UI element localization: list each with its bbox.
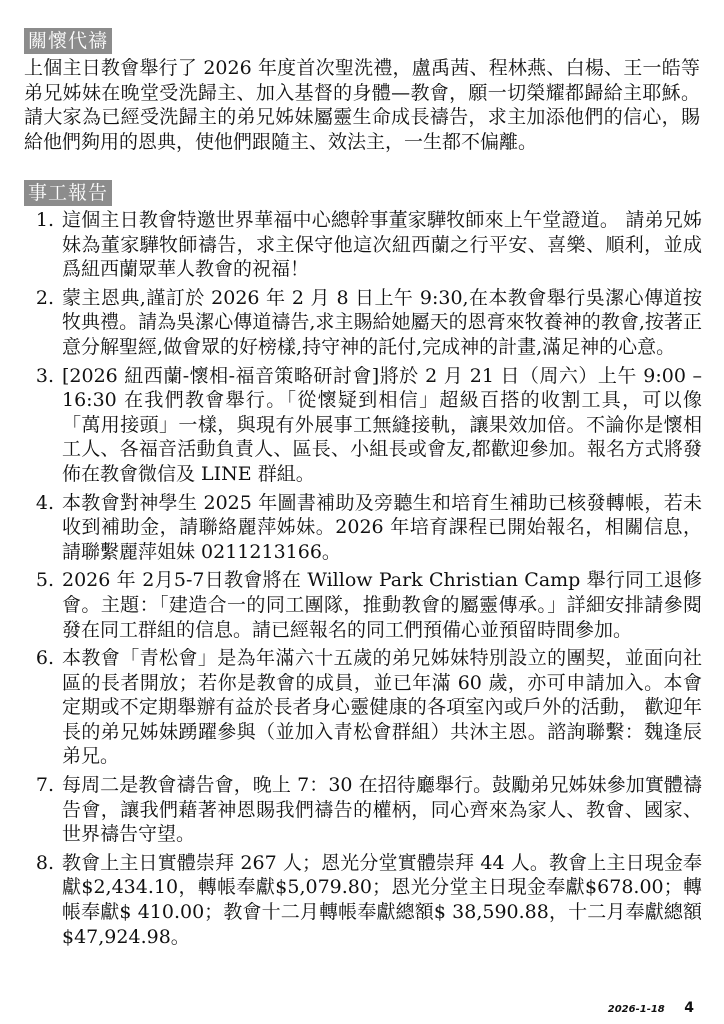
list-item [18,851,702,949]
item-number: 2. [35,286,54,309]
care-section-title: 關懷代禱 [24,28,112,54]
item-number: 4. [35,491,54,514]
item-text: 本教會「青松會」是為年滿六十五歲的弟兄姊妹特別設立的團契，並面向社區的長者開放；若你是教會的成員，並已年滿 60 歲，亦可申請加入。本會定期或不定期舉辦有益於長者身心靈健康的各項室內或戶外的活動， 歡迎年長的弟兄姊妹踴躍參與（並加入青松會群組）共沐主恩。諮詢聯繫：魏逢辰弟兄。 [62,647,702,768]
footer-date: 2026-1-18 [607,1004,665,1015]
list-item [18,491,702,565]
list-item [18,773,702,847]
item-text: 教會上主日實體崇拜 267 人；恩光分堂實體崇拜 44 人。教會上主日現金奉獻$2,434.10，轉帳奉獻$5,079.80；恩光分堂主日現金奉獻$678.00；轉帳奉獻$ 410.00；教會十二月轉帳奉獻總額$ 38,590.88，十二月奉獻總額$47,924.98。 [62,851,702,948]
item-text: 2026 年 2月5-7日教會將在 Willow Park Christian Camp 舉行同工退修會。主題：「建造合一的同工團隊，推動教會的屬靈傳承。」詳細安排請參閱發在同工群組的信息。請已經報名的同工們預備心並預留時間參加。 [62,569,702,641]
item-number: 7. [35,774,54,797]
list-item [18,568,702,642]
list-item [18,208,702,282]
item-text: 每周二是教會禱告會，晚上 7：30 在招待廳舉行。鼓勵弟兄姊妹參加實體禱告會，讓我們藉著神恩賜我們禱告的權柄，同心齊來為家人、教會、國家、世界禱告守望。 [62,774,702,846]
item-text: 本教會對神學生 2025 年圖書補助及旁聽生和培育生補助已核發轉帳，若未收到補助金，請聯絡麗萍姊妹。2026 年培育課程已開始報名，相關信息，請聯繫麗萍姐妹 0211213166。 [62,491,702,563]
item-text: 這個主日教會特邀世界華福中心總幹事董家驊牧師來上午堂證道。 請弟兄姊妹為董家驊牧師禱告，求主保守他這次紐西蘭之行平安、喜樂、順利，並成爲紐西蘭眾華人教會的祝福！ [62,209,702,281]
item-text: 蒙主恩典,謹訂於 2026 年 2 月 8 日上午 9:30,在本教會舉行吳潔心傳道按牧典禮。請為吳潔心傳道禱告,求主賜給她屬天的恩膏來牧養神的教會,按著正意分解聖經,做會眾的好榜樣,持守神的託付,完成神的計畫,滿足神的心意。 [62,286,702,358]
item-text: [2026 紐西蘭-懷相-福音策略研討會]將於 2 月 21 日（周六）上午 9:00 – 16:30 在我們教會舉行。「從懷疑到相信」超級百搭的收割工具，可以像「萬用接頭」一樣，與現有外展事工無縫接軌，讓果效加倍。不論你是懷相工人、各福音活動負責人、區長、小組長或會友,都歡迎參加。報名方式將發佈在教會微信及 LINE 群組。 [62,364,702,485]
report-section-title: 事工報告 [24,180,112,206]
page-footer [608,1000,694,1016]
item-number: 3. [35,364,54,387]
item-number: 5. [35,569,54,592]
care-paragraph: 上個主日教會舉行了 2026 年度首次聖洗禮，盧禹茜、程林燕、白楊、王一皓等弟兄姊妹在晚堂受洗歸主、加入基督的身體—教會，願一切榮耀都歸給主耶穌。請大家為已經受洗歸主的弟兄姊妹屬靈生命成長禱告，求主加添他們的信心，賜給他們夠用的恩典，使他們跟隨主、效法主，一生都不偏離。 [24,57,700,153]
page-number: 4 [684,1000,694,1016]
report-list [18,208,702,953]
list-item [18,286,702,360]
item-number: 8. [35,851,54,874]
item-number: 6. [35,647,54,670]
item-number: 1. [35,209,54,231]
list-item [18,364,702,487]
list-item [18,646,702,769]
